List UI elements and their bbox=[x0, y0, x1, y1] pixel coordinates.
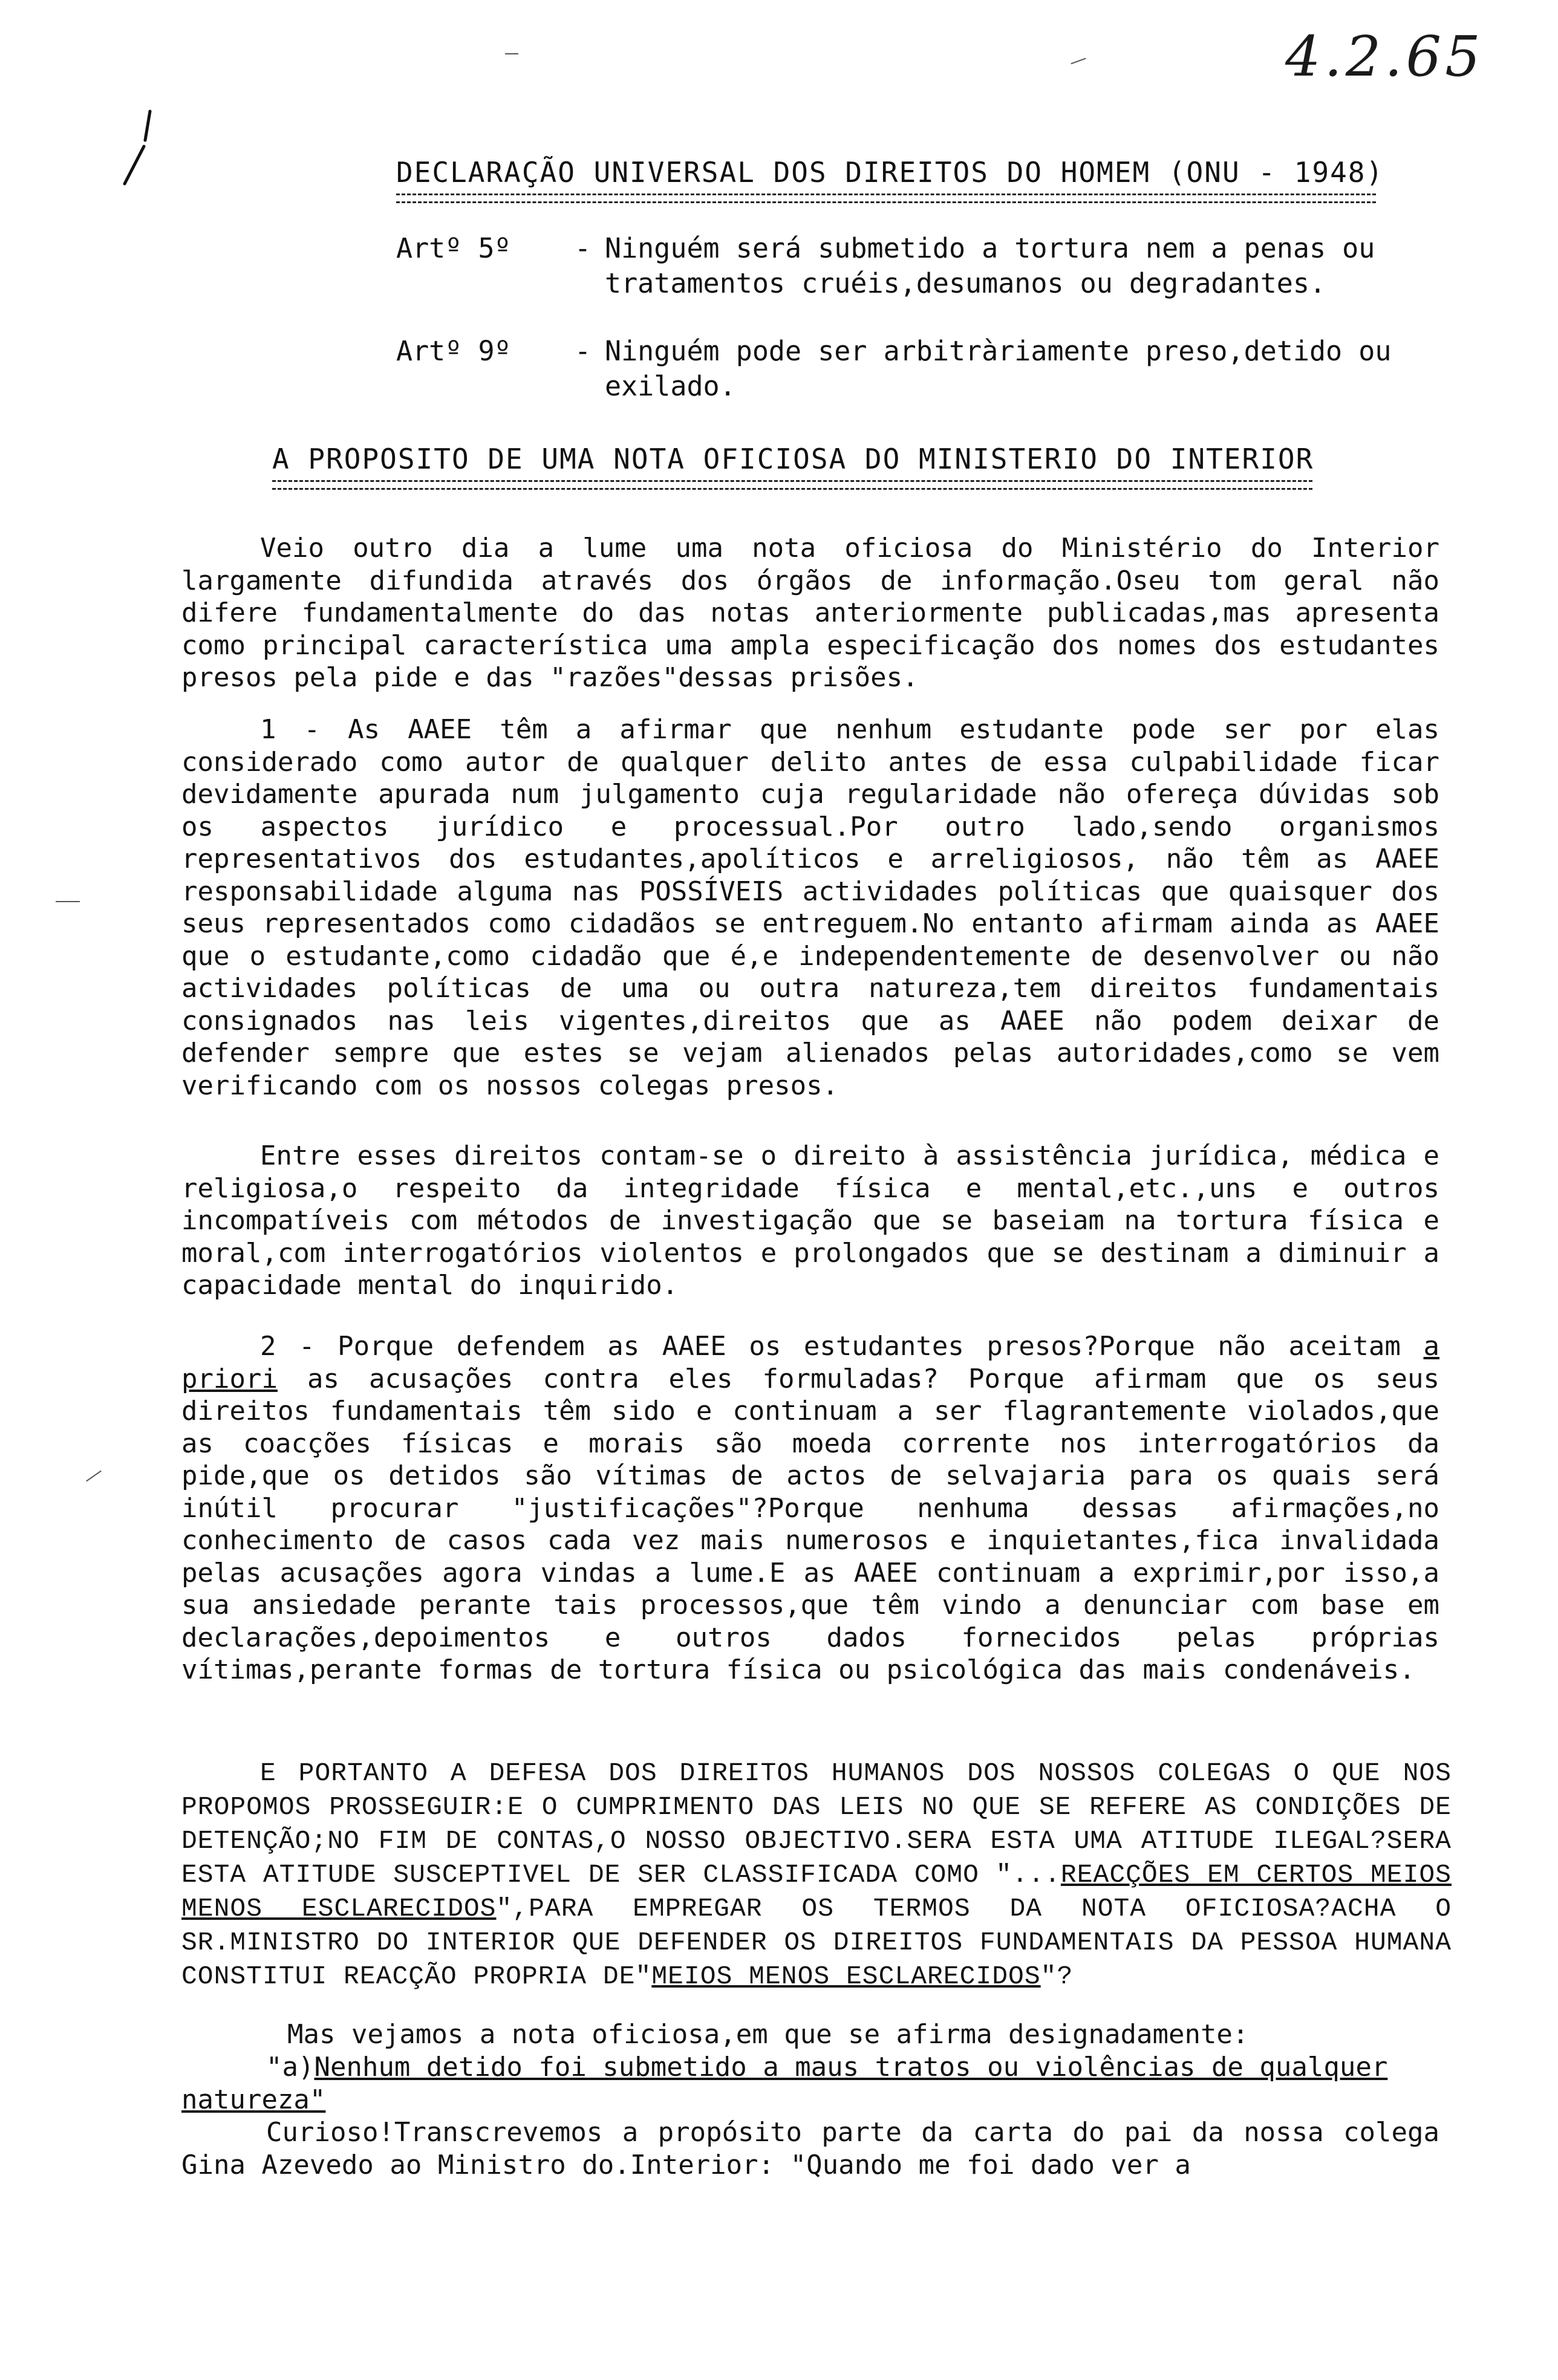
uppercase-statement bbox=[181, 1757, 1452, 1994]
point-2-paragraph bbox=[181, 1330, 1439, 1686]
article-label: Artº 9º bbox=[396, 335, 511, 367]
quote-prefix: "a) bbox=[266, 2052, 315, 2082]
article-dash: - bbox=[575, 335, 592, 367]
article-text: Ninguém será submetido a tortura nem a penas ou tratamentos cruéis,desumanos ou degradantes. bbox=[605, 232, 1375, 299]
scan-speck bbox=[1071, 58, 1086, 65]
section-double-rule bbox=[272, 480, 1312, 490]
section-title: A PROPOSITO DE UMA NOTA OFICIOSA DO MINISTERIO DO INTERIOR bbox=[272, 443, 1314, 475]
scan-speck bbox=[505, 53, 518, 54]
quote-underlined: Nenhum detido foi submetido a maus tratos ou violências de qualquer natureza" bbox=[181, 2052, 1388, 2115]
point-2-text-b: as acusações contra eles formuladas? Porque afirmam que os seus direitos fundamentais têm sido e continuam a ser flagrantemente violados,que as coacções físicas e morais são moeda corrente nos interrogatórios da pide,que os detidos são vítimas de actos de selvajaria para os quais será inútil procurar "justificações"?Porque nenhuma dessas afirmações,no conhecimento de casos cada vez mais numerosos e inquietantes,fica invalidada pelas acusações agora vindas a lume.E as AAEE continuam a exprimir,por isso,a sua ansiedade perante tais processos,que têm vindo a denunciar com base em declarações,depoimentos e outros dados fornecidos pelas próprias vítimas,perante formas de tortura física ou psicológica das mais condenáveis. bbox=[181, 1363, 1439, 1685]
point-1-continuation: Entre esses direitos contam-se o direito à assistência jurídica, médica e religiosa,o respeito da integridade física e mental,etc.,uns e outros incompatíveis com métodos de investigação que se baseiam na tortura física e moral,com interrogatórios violentos e prolongados que se destinam a diminuir a capacidade mental do inquirido. bbox=[181, 1140, 1439, 1301]
quoted-item-a bbox=[181, 2051, 1458, 2116]
caps-underlined-meios: MEIOS MENOS ESCLARECIDOS bbox=[651, 1962, 1041, 1991]
caps-text-a: E PORTANTO A DEFESA DOS DIREITOS HUMANOS DOS NOSSOS COLEGAS O QUE NOS PROPOMOS PROSSEGUIR:E O CUMPRIMENTO DAS LEIS NO QUE SE REFERE AS CONDIÇÕES DE DETENÇÃO;NO FIM DE CONTAS,O NOSSO OBJECTIVO.SERA ESTA UMA ATITUDE ILEGAL?SERA ESTA ATITUDE SUSCEPTIVEL DE SER CLASSIFICADA COMO "... bbox=[181, 1758, 1452, 1890]
point-1-paragraph: 1 - As AAEE têm a afirmar que nenhum estudante pode ser por elas considerado como autor de qualquer delito antes de essa culpabilidade ficar devidamente apurada num julgamento cuja regularidade não ofereça dúvidas sob os aspectos jurídico e processual.Por outro lado,sendo organismos representativos dos estudantes,apolíticos e arreligiosos, não têm as AAEE responsabilidade alguma nas POSSÍVEIS actividades políticas que quaisquer dos seus representados como cidadãos se entreguem.No entanto afirmam ainda as AAEE que o estudante,como cidadão que é,e independentemente de desenvolver ou não actividades políticas de uma ou outra natureza,tem direitos fundamentais consignados nas leis vigentes,direitos que as AAEE não podem deixar de defender sempre que estes se vejam alienados pelas autoridades,como se vem verificando com os nossos colegas presos. bbox=[181, 714, 1439, 1101]
caps-underlined-quote: REACÇÕES EM CERTOS MEIOS MENOS ESCLARECIDOS bbox=[181, 1860, 1452, 1923]
a-priori-underlined: a priori bbox=[181, 1331, 1439, 1394]
caps-text-b: ",PARA EMPREGAR OS TERMOS DA NOTA OFICIOSA?ACHA O SR.MINISTRO DO INTERIOR QUE DEFENDER OS DIREITOS FUNDAMENTAIS DA PESSOA HUMANA CONSTITUI REACÇÃO PROPRIA DE" bbox=[181, 1894, 1452, 1991]
closing-paragraph: Curioso!Transcrevemos a propósito parte da carta do pai da nossa colega Gina Azevedo ao Ministro do.Interior: "Quando me foi dado ver a bbox=[181, 2117, 1439, 2180]
title-double-rule bbox=[396, 193, 1376, 203]
article-text: Ninguém pode ser arbitràriamente preso,detido ou exilado. bbox=[605, 335, 1392, 402]
article-9 bbox=[396, 334, 1485, 406]
handwritten-reference: 4.2.65 bbox=[1285, 24, 1484, 89]
point-2-text-a: 2 - Porque defendem as AAEE os estudantes presos?Porque não aceitam bbox=[260, 1331, 1424, 1362]
handwritten-mark-icon bbox=[121, 109, 157, 187]
declaration-title: DECLARAÇÃO UNIVERSAL DOS DIREITOS DO HOMEM (ONU - 1948) bbox=[396, 156, 1384, 189]
scan-speck bbox=[86, 1471, 102, 1482]
intro-paragraph: Veio outro dia a lume uma nota oficiosa do Ministério do Interior largamente difundida através dos órgãos de informação.Oseu tom geral não difere fundamentalmente do das notas anteriormente publicadas,mas apresenta como principal característica uma ampla especificação dos nomes dos estudantes presos pela pide e das "razões"dessas prisões. bbox=[181, 533, 1439, 693]
article-label: Artº 5º bbox=[396, 232, 511, 264]
note-intro: Mas vejamos a nota oficiosa,em que se afirma designadamente: bbox=[287, 2019, 1249, 2050]
article-5 bbox=[396, 231, 1485, 340]
scan-speck bbox=[56, 901, 80, 902]
article-dash: - bbox=[575, 232, 592, 264]
caps-text-c: "? bbox=[1040, 1962, 1074, 1991]
